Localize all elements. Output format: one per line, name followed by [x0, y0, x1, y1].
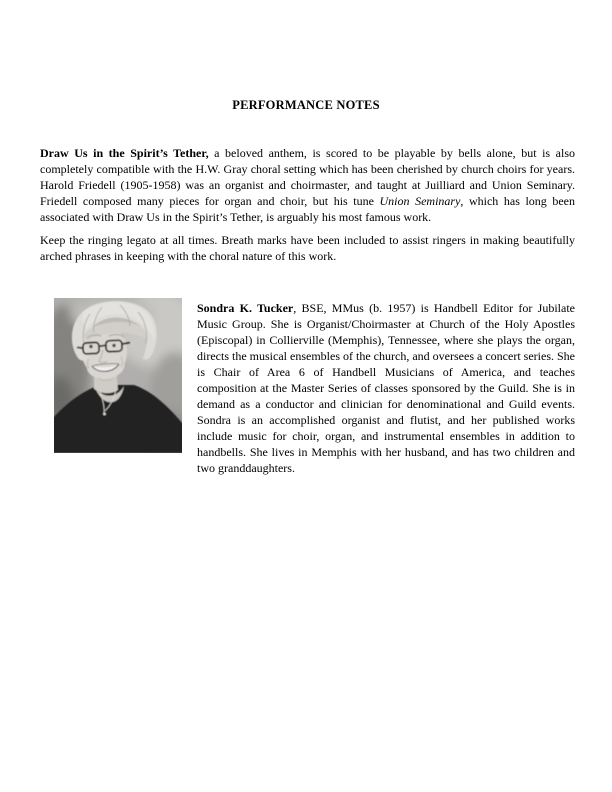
paragraph-anthem-rest: , which has long been associated with Draw Us in the Spirit’s Tether, is arguably his most famous work. — [40, 194, 575, 224]
work-title-bold: Draw Us in the Spirit’s Tether, — [40, 146, 209, 160]
performance-notes-section — [40, 145, 575, 264]
paragraph-anthem — [40, 145, 575, 225]
bio-body-text: , BSE, MMus (b. 1957) is Handbell Editor for Jubilate Music Group. She is Organist/Choirmaster at Church of the Holy Apostles (Episcopal) in Collierville (Memphis), Tennessee, where she plays the organ, directs the musical ensembles of the church, and oversees a concert series. She is Chair of Area 6 of Handbell Musicians of America, and teaches composition at the Master Series of classes sponsored by the Guild. She is in demand as a conductor and clinician for denominational and Guild events. Sondra is an accomplished organist and flutist, and her published works include music for choir, organ, and instrumental ensembles in addition to handbells. She lives in Memphis with her husband, and has two children and two granddaughters. — [197, 301, 576, 475]
page-title: PERFORMANCE NOTES — [232, 98, 380, 112]
portrait-photo-graphic — [54, 298, 182, 453]
bio-paragraph — [197, 300, 575, 476]
tune-name-italic: Union Seminary — [379, 194, 461, 208]
author-bio-section — [54, 298, 575, 476]
portrait-photo — [54, 298, 182, 453]
paragraph-anthem-text: a beloved anthem, is scored to be playable by bells alone, but is also completely compatible with the H.W. Gray choral setting which has been cherished by church choirs for years. Harold Friedell (1905-1958) was an organist and choirmaster, and taught at Juilliard and Union Seminary. Friedell composed many pieces for organ and choir, but his tune — [40, 146, 575, 208]
paragraph-legato: Keep the ringing legato at all times. Breath marks have been included to assist ringers in making beautifully arched phrases in keeping with the choral nature of this work. — [40, 233, 575, 263]
author-name-bold: Sondra K. Tucker — [197, 301, 294, 315]
